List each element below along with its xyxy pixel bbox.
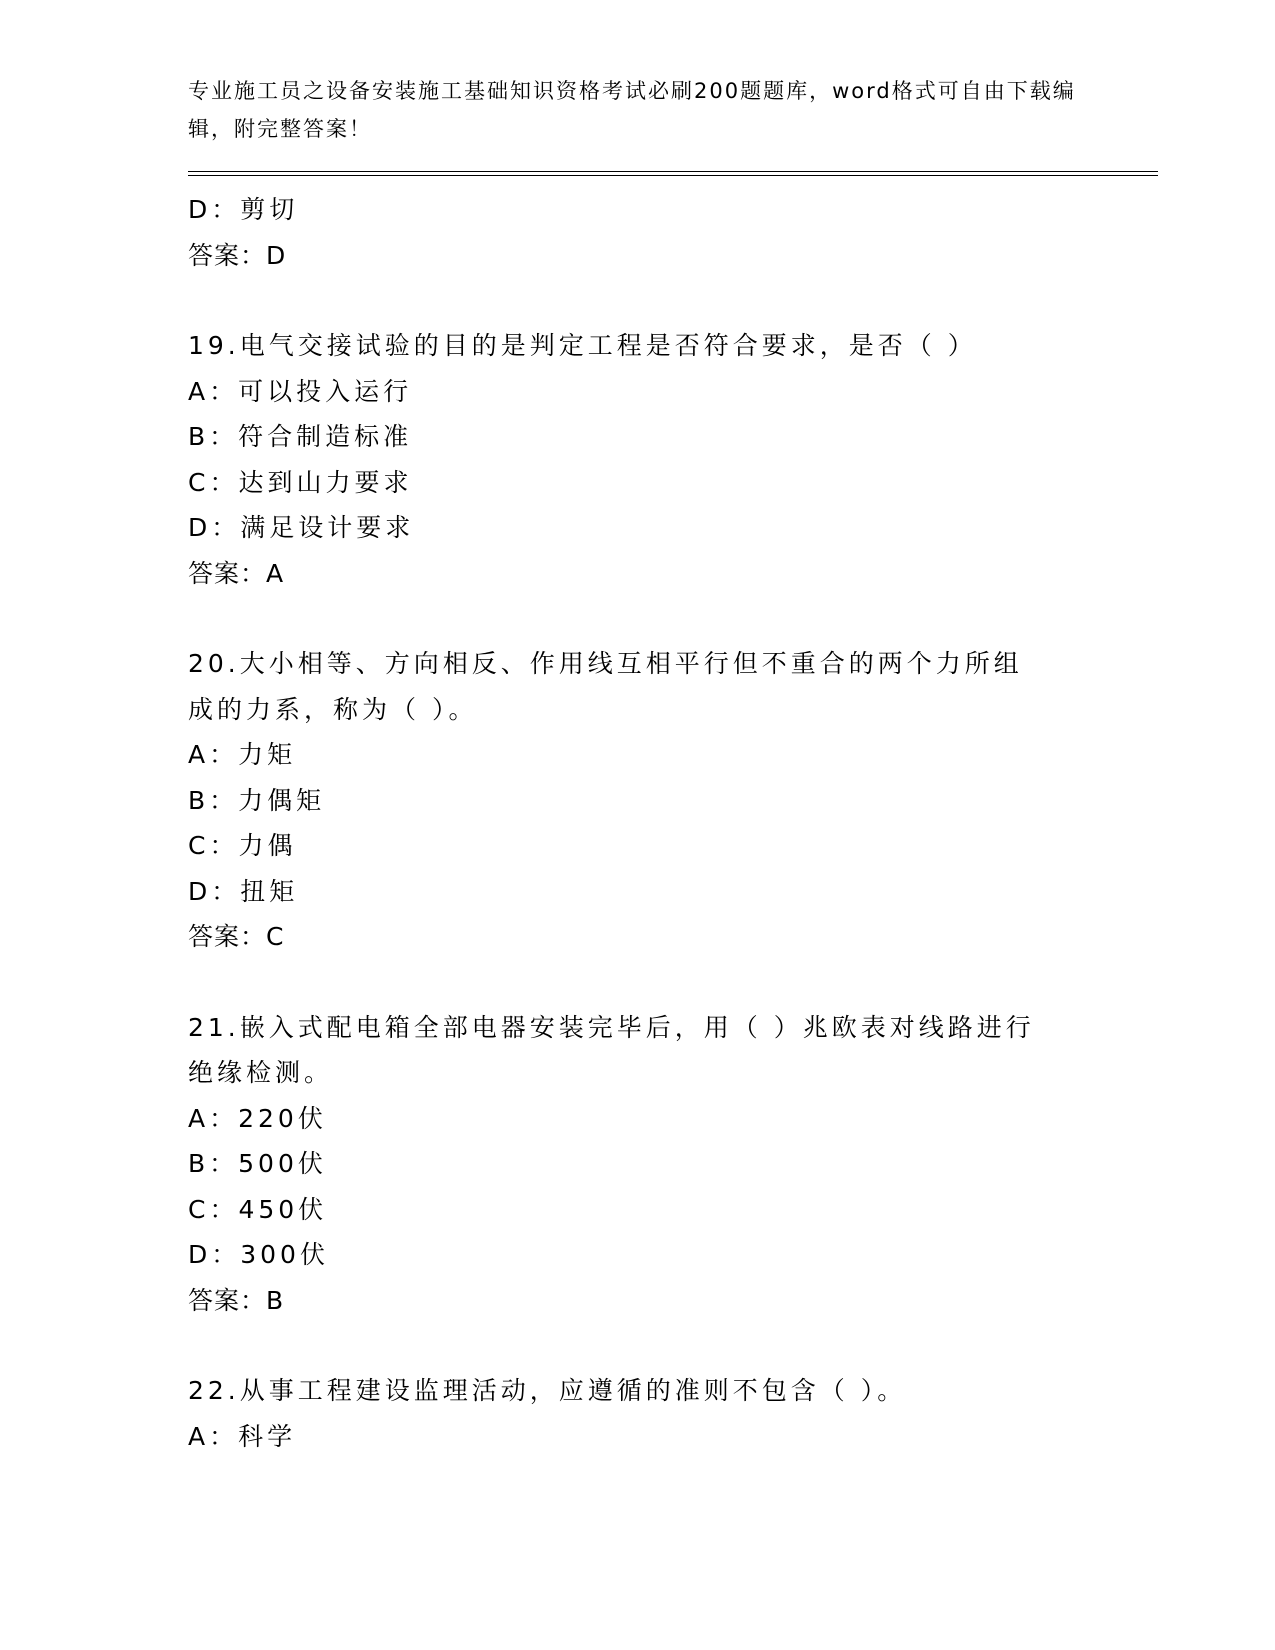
option-b: B：500伏: [188, 1149, 327, 1178]
question-20: [188, 641, 1088, 960]
question-stem: 20.大小相等、方向相反、作用线互相平行但不重合的两个力所组成的力系，称为（ ）。: [188, 649, 1023, 724]
document-header: [188, 72, 1088, 148]
option-d: D：扭矩: [188, 876, 299, 906]
option-d: D：剪切: [188, 195, 299, 224]
option-b: B：符合制造标准: [188, 422, 413, 451]
spacer: [188, 596, 1088, 641]
spacer: [188, 278, 1088, 323]
document-title: 专业施工员之设备安装施工基础知识资格考试必刷200题题库，word格式可自由下载编辑，附完整答案！: [188, 79, 1076, 141]
answer-line: 答案：A: [188, 558, 285, 588]
option-c: C：达到山力要求: [188, 467, 413, 497]
option-a: A：220伏: [188, 1103, 327, 1133]
question-stem: 22.从事工程建设监理活动，应遵循的准则不包含（ ）。: [188, 1376, 907, 1405]
question-list: [188, 187, 1088, 1459]
option-c: C：450伏: [188, 1194, 328, 1224]
header-divider-top: [188, 171, 1158, 172]
spacer: [188, 960, 1088, 1005]
option-a: A：可以投入运行: [188, 376, 413, 406]
option-d: D：300伏: [188, 1240, 329, 1269]
answer-line: 答案：C: [188, 922, 285, 951]
question-21: [188, 1005, 1088, 1324]
answer-line: 答案：B: [188, 1285, 285, 1315]
question-19: [188, 323, 1088, 596]
question-stem: 21.嵌入式配电箱全部电器安装完毕后，用（ ）兆欧表对线路进行绝缘检测。: [188, 1012, 1035, 1087]
answer-line: 答案：D: [188, 240, 287, 270]
question-stem: 19.电气交接试验的目的是判定工程是否符合要求，是否（ ）: [188, 331, 977, 360]
option-c: C：力偶: [188, 831, 297, 860]
spacer: [188, 1323, 1088, 1368]
option-a: A：科学: [188, 1421, 297, 1451]
option-a: A：力矩: [188, 740, 297, 769]
question-22: [188, 1368, 1088, 1459]
header-divider-bottom: [188, 175, 1158, 176]
option-b: B：力偶矩: [188, 785, 326, 815]
option-d: D：满足设计要求: [188, 513, 415, 542]
